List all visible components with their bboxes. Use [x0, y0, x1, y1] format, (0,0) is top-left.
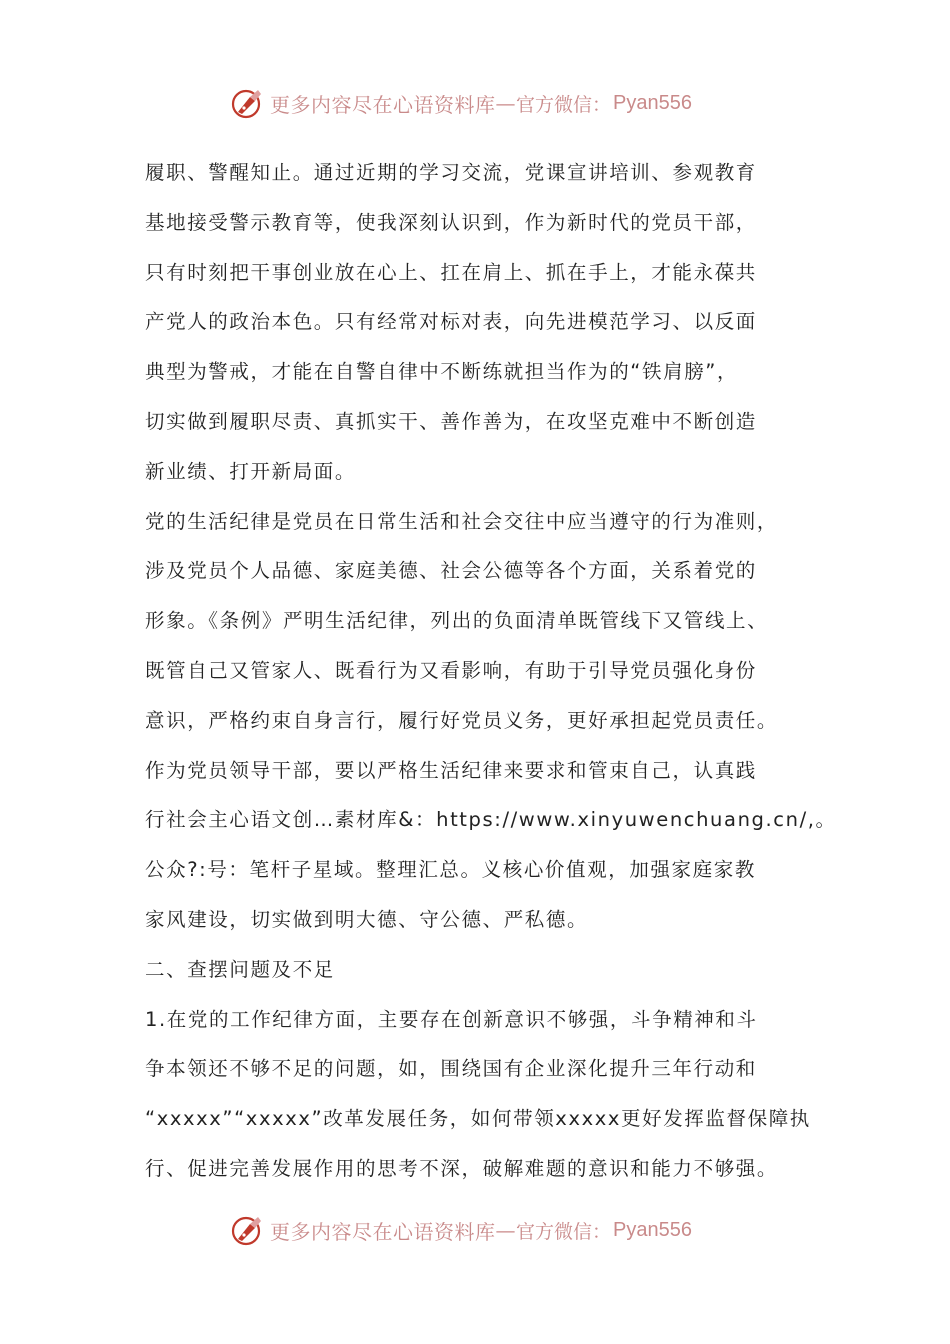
section-heading: 二、查摆问题及不足 [145, 957, 335, 981]
body-line: 1.在党的工作纪律方面，主要存在创新意识不够强，斗争精神和斗 [145, 1007, 758, 1031]
body-line: 行、促进完善发展作用的思考不深，破解难题的意识和能力不够强。 [145, 1156, 779, 1180]
header-watermark-banner [230, 83, 750, 123]
body-line: 家风建设，切实做到明大德、守公德、严私德。 [145, 907, 589, 931]
banner-wechat-label: 官方微信： [516, 1220, 612, 1243]
banner-wechat-id: Pyan556 [613, 91, 692, 114]
body-line: 基地接受警示教育等，使我深刻认识到，作为新时代的党员干部， [145, 210, 757, 234]
body-line: 履职、警醒知止。通过近期的学习交流，党课宣讲培训、参观教育 [145, 161, 757, 184]
body-line: 作为党员领导干部，要以严格生活纪律来要求和管束自己，认真践 [145, 758, 757, 782]
body-line: 形象。《条例》严明生活纪律，列出的负面清单既管线下又管线上、 [145, 609, 769, 633]
footer-watermark-banner [230, 1210, 750, 1250]
banner-wechat-label: 官方微信： [516, 93, 612, 116]
body-line: 切实做到履职尽责、真抓实干、善作善为，在攻坚克难中不断创造 [145, 409, 757, 433]
banner-wechat-id: Pyan556 [613, 1218, 692, 1241]
body-line: 争本领还不够不足的问题，如，围绕国有企业深化提升三年行动和 [145, 1057, 757, 1081]
body-line: 典型为警戒，才能在自警自律中不断练就担当作为的“铁肩膀”， [145, 360, 739, 384]
body-line: 意识，严格约束自身言行，履行好党员义务，更好承担起党员责任。 [145, 708, 779, 732]
body-line: 既管自己又管家人、既看行为又看影响，有助于引导党员强化身份 [145, 658, 757, 682]
body-line: 只有时刻把干事创业放在心上、扛在肩上、抓在手上，才能永葆共 [145, 260, 757, 284]
body-line: 新业绩、打开新局面。 [145, 459, 357, 483]
body-line: 产党人的政治本色。只有经常对标对表，向先进模范学习、以反面 [145, 310, 757, 334]
body-line: 行社会主心语文创…素材库&：https://www.xinyuwenchuang.cn/,。 [145, 808, 837, 832]
document-body [145, 148, 835, 1194]
pen-nib-icon [230, 1212, 266, 1248]
banner-dash: — [495, 91, 516, 115]
body-line: 党的生活纪律是党员在日常生活和社会交往中应当遵守的行为准则， [145, 509, 779, 533]
banner-title: 更多内容尽在心语资料库 [270, 1219, 496, 1244]
pen-nib-icon [230, 85, 266, 121]
banner-dash: — [495, 1218, 516, 1242]
body-line: “xxxxx”“xxxxx”改革发展任务，如何带领xxxxx更好发挥监督保障执 [145, 1107, 811, 1131]
body-line: 涉及党员个人品德、家庭美德、社会公德等各个方面，关系着党的 [145, 559, 757, 583]
body-line: 公众?:号：笔杆子星域。整理汇总。义核心价值观，加强家庭家教 [145, 858, 756, 882]
banner-title: 更多内容尽在心语资料库 [270, 92, 496, 117]
